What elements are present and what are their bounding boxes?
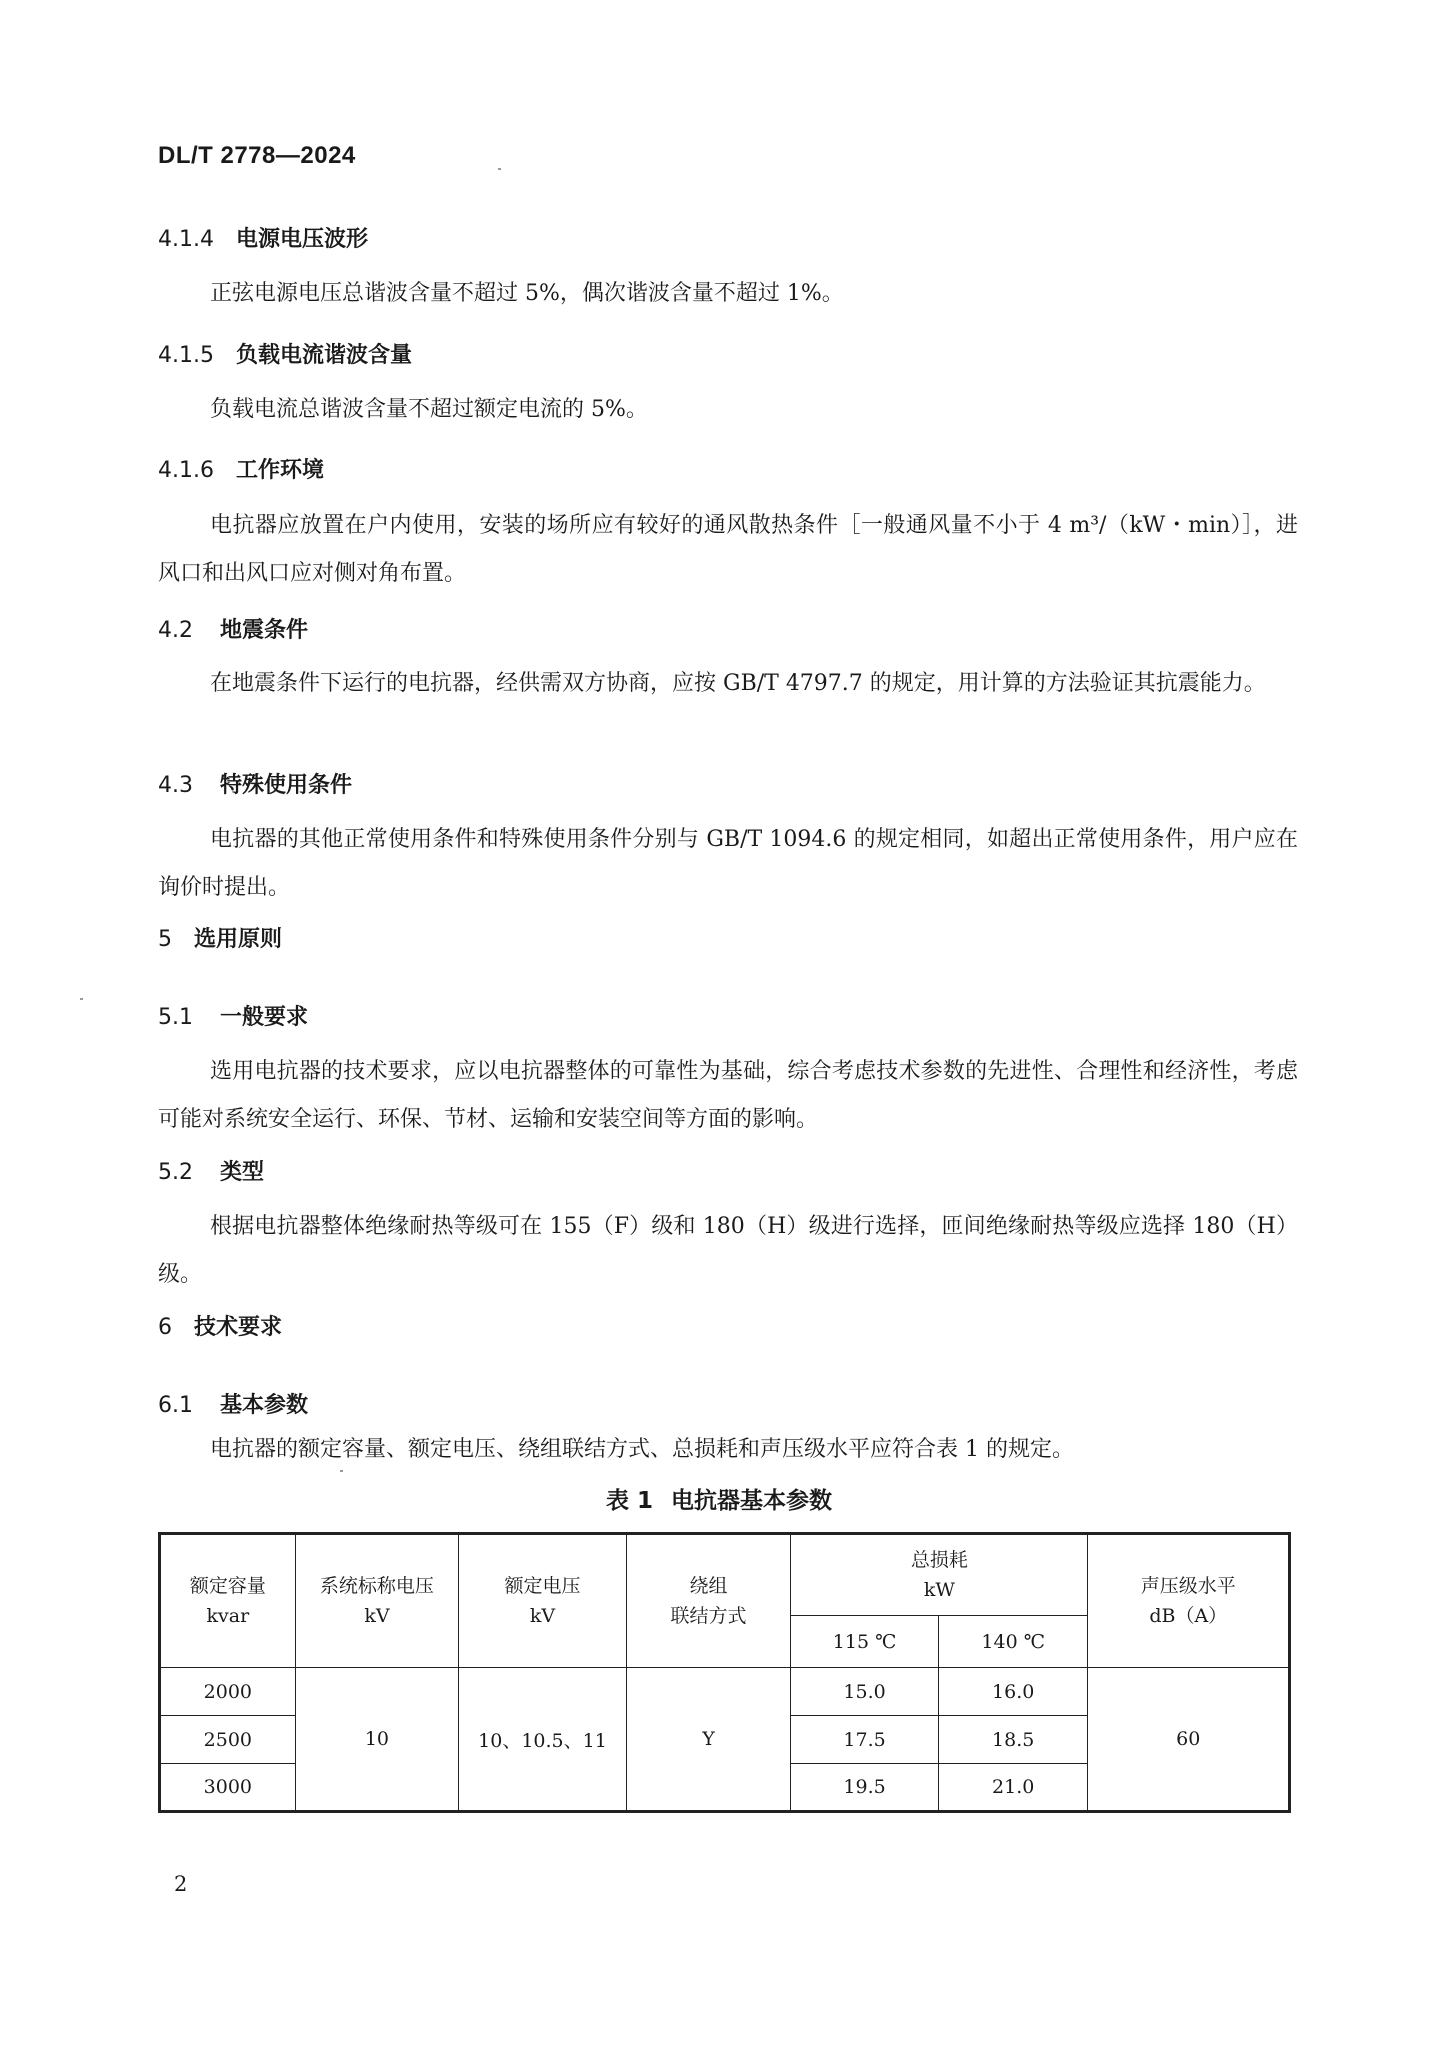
section-heading-4-3 <box>158 768 352 799</box>
section-number: 4.1.6 <box>158 458 214 483</box>
header-unit: kV <box>529 1605 556 1627</box>
section-number: 5.2 <box>158 1160 193 1185</box>
section-heading-6 <box>158 1310 282 1341</box>
section-title: 选用原则 <box>194 927 283 952</box>
cell-capacity: 3000 <box>160 1764 296 1812</box>
cell-rated-voltage: 10、10.5、11 <box>459 1668 627 1812</box>
parameters-table <box>158 1532 1291 1813</box>
section-title: 类型 <box>220 1160 265 1185</box>
cell-loss-115: 19.5 <box>791 1764 939 1812</box>
table-row <box>160 1668 1290 1716</box>
cell-winding: Y <box>626 1668 790 1812</box>
cell-loss-115: 17.5 <box>791 1716 939 1764</box>
section-title: 基本参数 <box>220 1393 309 1418</box>
header-rated-voltage <box>459 1534 627 1668</box>
header-label: 额定容量 <box>189 1575 266 1597</box>
section-title: 负载电流谐波含量 <box>236 343 413 368</box>
section-title: 工作环境 <box>236 458 325 483</box>
table-caption-title: 电抗器基本参数 <box>671 1488 832 1514</box>
section-paragraph: 电抗器应放置在户内使用，安装的场所应有较好的通风散热条件［一般通风量不小于 4 m³/（kW・min）］，进风口和出风口应对侧对角布置。 <box>158 513 1298 586</box>
section-paragraph: 在地震条件下运行的电抗器，经供需双方协商，应按 GB/T 4797.7 的规定，用计算的方法验证其抗震能力。 <box>210 671 1266 696</box>
header-unit: kW <box>923 1579 955 1601</box>
header-label: 额定电压 <box>504 1575 581 1597</box>
section-heading-5-1 <box>158 1000 308 1031</box>
section-paragraph: 电抗器的额定容量、额定电压、绕组联结方式、总损耗和声压级水平应符合表 1 的规定。 <box>210 1437 1074 1462</box>
section-number: 4.1.4 <box>158 227 214 252</box>
document-code: DL/T 2778—2024 <box>158 142 356 169</box>
header-loss-140: 140 ℃ <box>938 1616 1088 1668</box>
header-label: 系统标称电压 <box>319 1575 434 1597</box>
section-title: 特殊使用条件 <box>220 773 353 798</box>
cell-noise: 60 <box>1088 1668 1290 1812</box>
section-heading-6-1 <box>158 1388 308 1419</box>
section-number: 4.1.5 <box>158 343 214 368</box>
section-title: 技术要求 <box>194 1315 283 1340</box>
section-number: 5 <box>158 927 172 952</box>
header-system-voltage <box>295 1534 459 1668</box>
cell-loss-115: 15.0 <box>791 1668 939 1716</box>
header-loss-115: 115 ℃ <box>791 1616 939 1668</box>
cell-loss-140: 18.5 <box>938 1716 1088 1764</box>
header-winding <box>626 1534 790 1668</box>
scan-speck <box>340 1470 343 1472</box>
section-title: 一般要求 <box>220 1005 309 1030</box>
header-noise <box>1088 1534 1290 1668</box>
section-heading-4-1-6 <box>158 453 324 484</box>
section-number: 4.2 <box>158 618 193 643</box>
cell-loss-140: 21.0 <box>938 1764 1088 1812</box>
header-capacity <box>160 1534 296 1668</box>
section-heading-4-1-5 <box>158 338 412 369</box>
section-paragraph: 正弦电源电压总谐波含量不超过 5%，偶次谐波含量不超过 1%。 <box>210 281 844 306</box>
scan-speck <box>498 168 501 170</box>
cell-capacity: 2500 <box>160 1716 296 1764</box>
section-heading-4-2 <box>158 613 308 644</box>
section-title: 地震条件 <box>220 618 309 643</box>
page-number: 2 <box>174 1872 188 1896</box>
section-paragraph: 根据电抗器整体绝缘耐热等级可在 155（F）级和 180（H）级进行选择，匝间绝缘耐热等级应选择 180（H）级。 <box>158 1214 1298 1287</box>
section-paragraph: 选用电抗器的技术要求，应以电抗器整体的可靠性为基础，综合考虑技术参数的先进性、合理性和经济性，考虑可能对系统安全运行、环保、节材、运输和安装空间等方面的影响。 <box>158 1059 1298 1132</box>
header-unit: kvar <box>206 1605 250 1627</box>
table-caption-number: 表 1 <box>605 1488 653 1514</box>
scan-speck <box>80 998 83 1000</box>
section-title: 电源电压波形 <box>236 227 369 252</box>
table-caption <box>0 1482 1438 1515</box>
header-total-loss <box>791 1534 1088 1616</box>
header-label: 绕组 <box>689 1575 728 1597</box>
section-heading-4-1-4 <box>158 222 368 253</box>
section-number: 6 <box>158 1315 172 1340</box>
section-heading-5 <box>158 922 282 953</box>
section-paragraph: 负载电流总谐波含量不超过额定电流的 5%。 <box>210 397 648 422</box>
header-label: 声压级水平 <box>1140 1575 1236 1597</box>
cell-system-voltage: 10 <box>295 1668 459 1812</box>
section-paragraph: 电抗器的其他正常使用条件和特殊使用条件分别与 GB/T 1094.6 的规定相同，如超出正常使用条件，用户应在询价时提出。 <box>158 827 1298 900</box>
section-heading-5-2 <box>158 1155 264 1186</box>
header-label: 总损耗 <box>910 1549 968 1571</box>
section-number: 4.3 <box>158 773 193 798</box>
cell-loss-140: 16.0 <box>938 1668 1088 1716</box>
section-number: 5.1 <box>158 1005 193 1030</box>
header-unit: kV <box>364 1605 390 1627</box>
cell-capacity: 2000 <box>160 1668 296 1716</box>
header-unit: dB（A） <box>1149 1605 1228 1627</box>
section-number: 6.1 <box>158 1393 193 1418</box>
header-unit: 联结方式 <box>670 1605 747 1627</box>
